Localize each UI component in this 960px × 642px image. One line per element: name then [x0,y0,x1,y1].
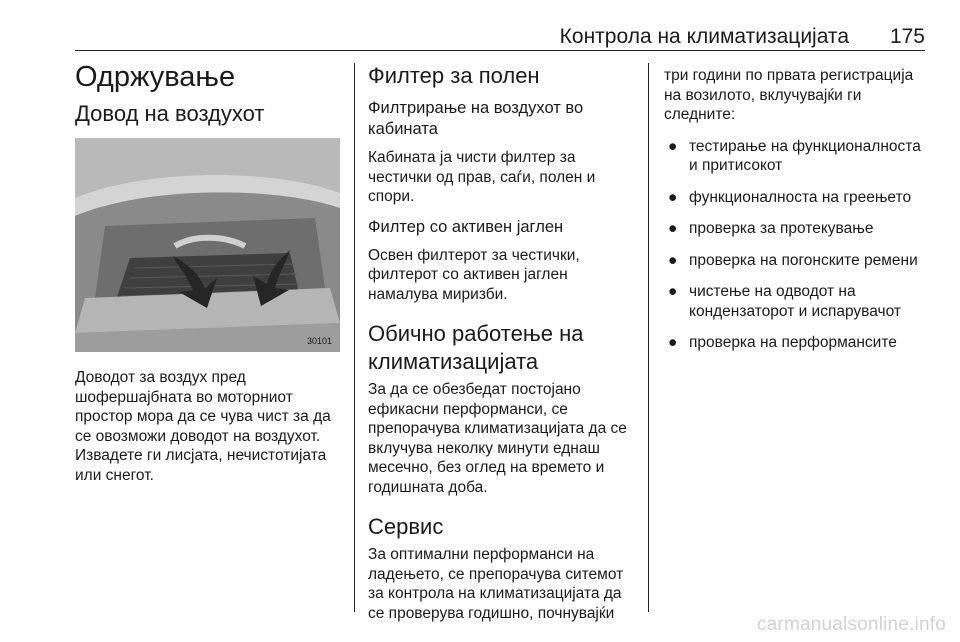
bullet-icon: ● [668,137,678,155]
bullet-icon: ● [668,220,678,237]
regular-operation-paragraph: За да се обезбедат постојано ефикасни перформанси, се препорачува климатизацијата да се вклучува неколку минути еднаш месечно, без оглед на времето и годишната доба. [368,381,627,496]
air-intake-paragraph: Доводот за воздух пред шофершајбната во моторниот простор мора да се чува чист за да се овозможи доводот на воздухот. Извадете ги лисјата, нечистотијата или снегот. [75,369,331,484]
section-title-maintenance: Одржување [75,61,236,93]
page-header [75,26,925,51]
section-title-service: Сервис [368,514,444,539]
bullet-icon: ● [668,334,678,351]
air-intake-illustration [75,138,340,352]
service-checklist [664,137,932,353]
list-item: ● функционалноста на греењето [668,188,912,206]
page-number: 175 [889,25,925,48]
list-item: ● проверка за протекување [668,220,874,237]
list-item: ● проверка на погонските ремени [668,251,918,269]
air-intake-photo [75,138,340,352]
subtitle-activated-carbon-filter: Филтер со активен јаглен [368,217,564,236]
list-item: ● чистење на одводот на кондензаторот и испарувачот [668,283,901,320]
service-continuation-paragraph: три години по првата регистрација на возилото, вклучувајќи ги следните: [664,67,914,123]
column-middle [368,60,636,623]
column-left [75,60,343,485]
header-title: Контрола на климатизацијата [559,25,849,48]
cabin-filter-paragraph: Кабината ја чисти филтер за честички од прав, саѓи, полен и спори. [368,149,596,205]
column-divider-2 [648,63,649,612]
service-paragraph: За оптимални перформанси на ладењето, се препорачува ситемот за контрола на климатизацијата да се проверува годишно, почнувајќи [368,546,624,622]
watermark: carmanualsonline.info [756,614,946,635]
photo-label: 30101 [307,336,333,346]
subtitle-cabin-air-filtration: Филтрирање на воздухот во кабината [368,99,584,138]
list-item: ● проверка на перформансите [668,334,897,351]
column-right [664,60,932,353]
section-title-pollen-filter: Филтер за полен [368,63,540,88]
bullet-icon: ● [668,251,678,269]
list-item: ● тестирање на функционалноста и притисокот [668,137,921,174]
column-divider-1 [354,63,355,612]
section-title-regular-operation: Обично работење на климатизацијата [368,321,584,374]
subsection-title-air-intake: Довод на воздухот [75,101,265,126]
carbon-filter-paragraph: Освен филтерот за честички, филтерот со активен јаглен намалува миризби. [368,246,580,303]
bullet-icon: ● [668,283,678,300]
bullet-icon: ● [668,188,678,206]
